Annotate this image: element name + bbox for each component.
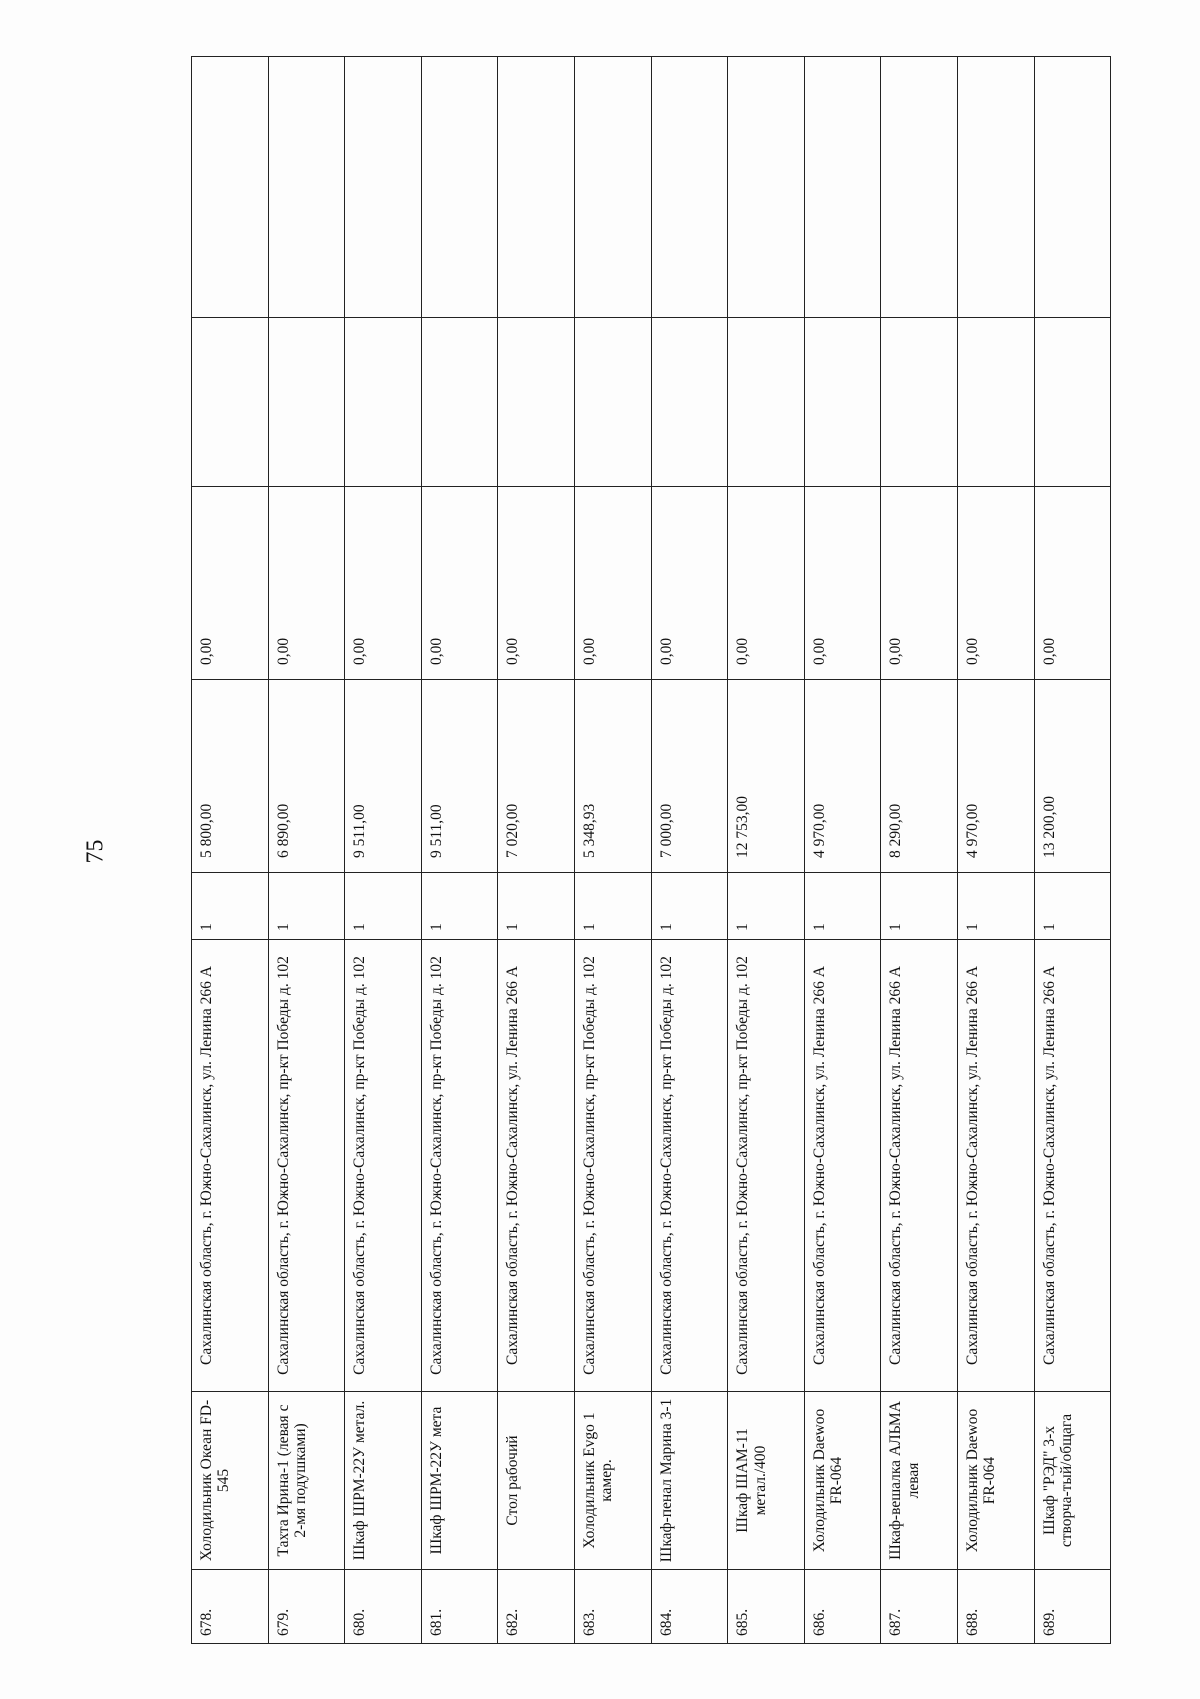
table-row [268,57,345,1644]
item-residual-value: 0,00 [804,487,881,680]
table-row [881,57,958,1644]
item-name: Холодильник Daewoo FR-064 [957,1392,1034,1570]
item-address: Сахалинская область, г. Южно-Сахалинск, ул. Ленина 266 А [804,940,881,1392]
extra-cell-1 [498,318,575,487]
page-number: 75 [82,839,109,864]
item-address: Сахалинская область, г. Южно-Сахалинск, пр-кт Победы д. 102 [268,940,345,1392]
item-name: Холодильник Evgo 1 камер. [574,1392,651,1570]
item-cost: 8 290,00 [881,680,958,873]
extra-cell-2 [1034,57,1111,318]
item-cost: 9 511,00 [345,680,422,873]
table-row [728,57,805,1644]
item-name: Шкаф-вешалка АЛЬМА левая [881,1392,958,1570]
extra-cell-2 [192,57,269,318]
row-number: 689. [1034,1570,1111,1644]
item-quantity: 1 [268,873,345,940]
item-name: Холодильник Океан FD-545 [192,1392,269,1570]
item-quantity: 1 [881,873,958,940]
item-quantity: 1 [957,873,1034,940]
extra-cell-1 [804,318,881,487]
item-cost: 4 970,00 [804,680,881,873]
table-row [651,57,728,1644]
row-number: 678. [192,1570,269,1644]
item-residual-value: 0,00 [881,487,958,680]
item-cost: 5 800,00 [192,680,269,873]
extra-cell-1 [881,318,958,487]
item-residual-value: 0,00 [268,487,345,680]
item-cost: 4 970,00 [957,680,1034,873]
table-row [957,57,1034,1644]
row-number: 683. [574,1570,651,1644]
table-row [1034,57,1111,1644]
item-name: Тахта Ирина-1 (левая с 2-мя подушками) [268,1392,345,1570]
row-number: 679. [268,1570,345,1644]
table-row [574,57,651,1644]
extra-cell-1 [1034,318,1111,487]
extra-cell-2 [728,57,805,318]
item-cost: 12 753,00 [728,680,805,873]
row-number: 680. [345,1570,422,1644]
row-number: 684. [651,1570,728,1644]
item-residual-value: 0,00 [345,487,422,680]
table-body [192,57,1111,1644]
item-quantity: 1 [421,873,498,940]
item-residual-value: 0,00 [574,487,651,680]
item-residual-value: 0,00 [957,487,1034,680]
item-cost: 9 511,00 [421,680,498,873]
table-row [421,57,498,1644]
item-quantity: 1 [1034,873,1111,940]
extra-cell-1 [574,318,651,487]
extra-cell-1 [957,318,1034,487]
item-address: Сахалинская область, г. Южно-Сахалинск, пр-кт Победы д. 102 [651,940,728,1392]
item-address: Сахалинская область, г. Южно-Сахалинск, пр-кт Победы д. 102 [574,940,651,1392]
row-number: 682. [498,1570,575,1644]
item-address: Сахалинская область, г. Южно-Сахалинск, ул. Ленина 266 А [192,940,269,1392]
item-name: Стол рабочий [498,1392,575,1570]
item-address: Сахалинская область, г. Южно-Сахалинск, пр-кт Победы д. 102 [345,940,422,1392]
extra-cell-2 [574,57,651,318]
item-residual-value: 0,00 [1034,487,1111,680]
item-name: Шкаф ШРМ-22У метал. [345,1392,422,1570]
item-quantity: 1 [345,873,422,940]
item-name: Холодильник Daewoo FR-064 [804,1392,881,1570]
item-address: Сахалинская область, г. Южно-Сахалинск, ул. Ленина 266 А [498,940,575,1392]
extra-cell-2 [498,57,575,318]
extra-cell-2 [804,57,881,318]
item-residual-value: 0,00 [498,487,575,680]
item-residual-value: 0,00 [192,487,269,680]
item-cost: 6 890,00 [268,680,345,873]
item-residual-value: 0,00 [651,487,728,680]
item-cost: 7 020,00 [498,680,575,873]
item-name: Шкаф ШРМ-22У мета [421,1392,498,1570]
item-quantity: 1 [192,873,269,940]
row-number: 687. [881,1570,958,1644]
row-number: 681. [421,1570,498,1644]
item-cost: 7 000,00 [651,680,728,873]
table-row [345,57,422,1644]
table-row [192,57,269,1644]
item-quantity: 1 [574,873,651,940]
table-row [498,57,575,1644]
extra-cell-1 [421,318,498,487]
item-cost: 13 200,00 [1034,680,1111,873]
item-name: Шкаф "РЭД" 3-х створча-тый/общага [1034,1392,1111,1570]
item-quantity: 1 [498,873,575,940]
item-cost: 5 348,93 [574,680,651,873]
item-name: Шкаф-пенал Марина 3-1 [651,1392,728,1570]
item-address: Сахалинская область, г. Южно-Сахалинск, ул. Ленина 266 А [957,940,1034,1392]
extra-cell-2 [345,57,422,318]
row-number: 685. [728,1570,805,1644]
row-number: 688. [957,1570,1034,1644]
item-name: Шкаф ШАМ-11 метал./400 [728,1392,805,1570]
extra-cell-1 [192,318,269,487]
inventory-table-wrapper [191,57,1110,1644]
table-row [804,57,881,1644]
row-number: 686. [804,1570,881,1644]
extra-cell-1 [728,318,805,487]
extra-cell-2 [268,57,345,318]
item-residual-value: 0,00 [728,487,805,680]
extra-cell-2 [957,57,1034,318]
item-address: Сахалинская область, г. Южно-Сахалинск, ул. Ленина 266 А [1034,940,1111,1392]
item-residual-value: 0,00 [421,487,498,680]
item-quantity: 1 [728,873,805,940]
item-address: Сахалинская область, г. Южно-Сахалинск, пр-кт Победы д. 102 [728,940,805,1392]
extra-cell-1 [345,318,422,487]
extra-cell-2 [881,57,958,318]
extra-cell-2 [421,57,498,318]
extra-cell-2 [651,57,728,318]
item-address: Сахалинская область, г. Южно-Сахалинск, пр-кт Победы д. 102 [421,940,498,1392]
extra-cell-1 [651,318,728,487]
item-quantity: 1 [651,873,728,940]
item-address: Сахалинская область, г. Южно-Сахалинск, ул. Ленина 266 А [881,940,958,1392]
item-quantity: 1 [804,873,881,940]
inventory-table [191,56,1111,1644]
extra-cell-1 [268,318,345,487]
